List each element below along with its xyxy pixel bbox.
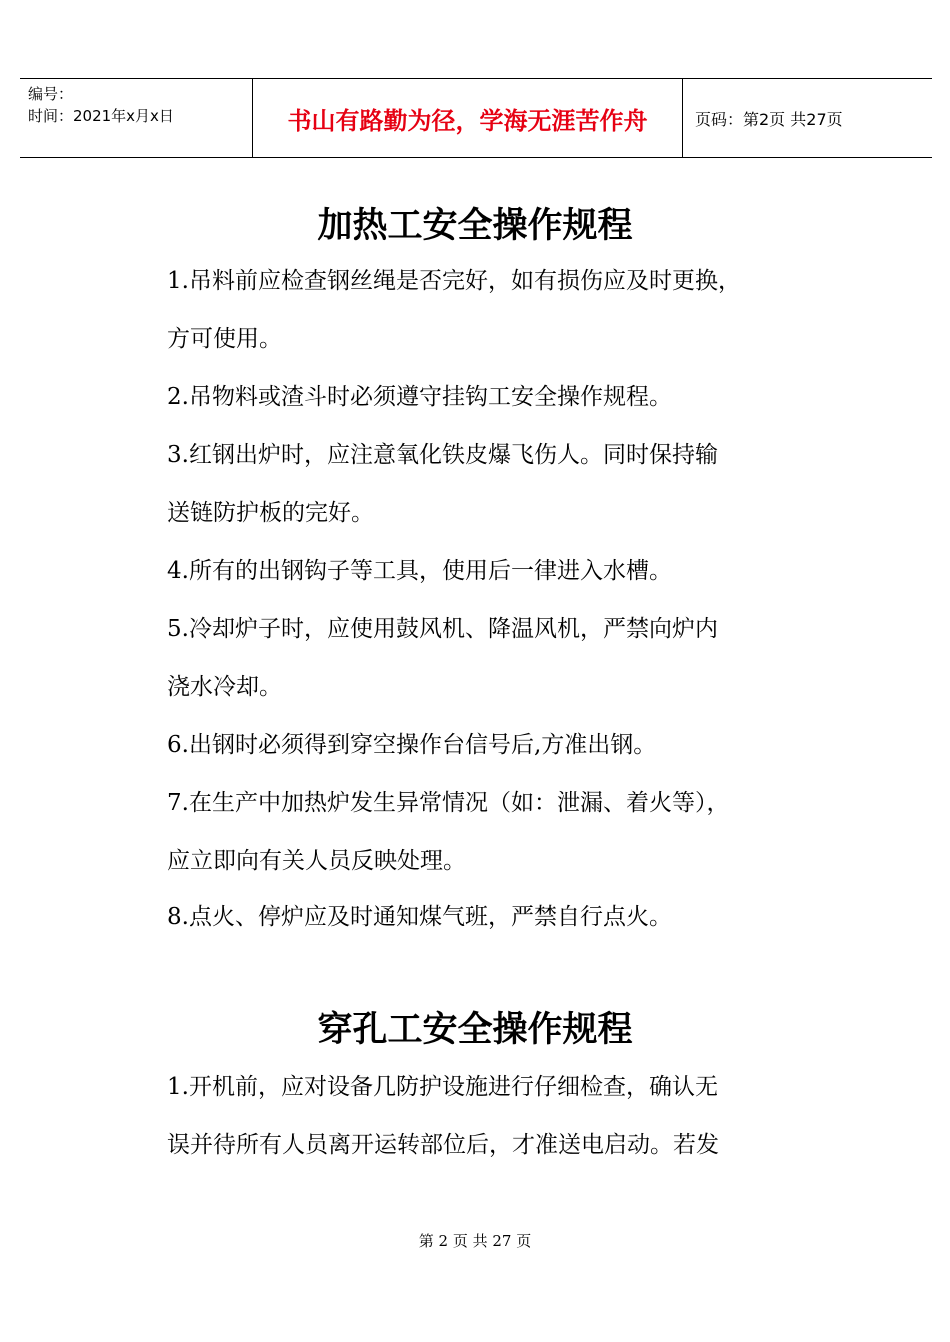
document-date-label: 时间：2021年x月x日 (28, 107, 174, 125)
paragraph-line: 浇水冷却。 (167, 674, 282, 700)
paragraph-line: 误并待所有人员离开运转部位后，才准送电启动。若发 (167, 1132, 719, 1158)
document-number-label: 编号： (28, 85, 74, 103)
header-motto: 书山有路勤为径，学海无涯苦作舟 (287, 105, 648, 135)
paragraph-line: 1.吊料前应检查钢丝绳是否完好，如有损伤应及时更换， (167, 268, 741, 294)
header-page-info: 页码：第2页 共27页 (695, 109, 843, 129)
paragraph-line: 5.冷却炉子时，应使用鼓风机、降温风机，严禁向炉内 (167, 616, 718, 642)
paragraph-line: 1.开机前，应对设备几防护设施进行仔细检查，确认无 (167, 1074, 718, 1100)
paragraph-line: 6.出钢时必须得到穿空操作台信号后,方准出钢。 (167, 732, 657, 758)
section-title: 穿孔工安全操作规程 (317, 1009, 633, 1050)
paragraph-line: 8.点火、停炉应及时通知煤气班，严禁自行点火。 (167, 904, 672, 930)
paragraph-line: 方可使用。 (167, 326, 282, 352)
paragraph-line: 7.在生产中加热炉发生异常情况（如：泄漏、着火等）， (167, 790, 730, 816)
paragraph-line: 2.吊物料或渣斗时必须遵守挂钩工安全操作规程。 (167, 384, 672, 410)
header-motto-cell (252, 79, 683, 157)
page-footer: 第 2 页 共 27 页 (418, 1232, 532, 1250)
paragraph-line: 4.所有的出钢钩子等工具，使用后一律进入水槽。 (167, 558, 672, 584)
paragraph-line: 应立即向有关人员反映处理。 (167, 848, 466, 874)
paragraph-line: 送链防护板的完好。 (167, 500, 374, 526)
header-meta-cell (20, 79, 252, 157)
section-title: 加热工安全操作规程 (317, 205, 633, 246)
paragraph-line: 3.红钢出炉时，应注意氧化铁皮爆飞伤人。同时保持输 (167, 442, 718, 468)
header-page-cell (683, 79, 932, 157)
page-header (20, 78, 932, 158)
